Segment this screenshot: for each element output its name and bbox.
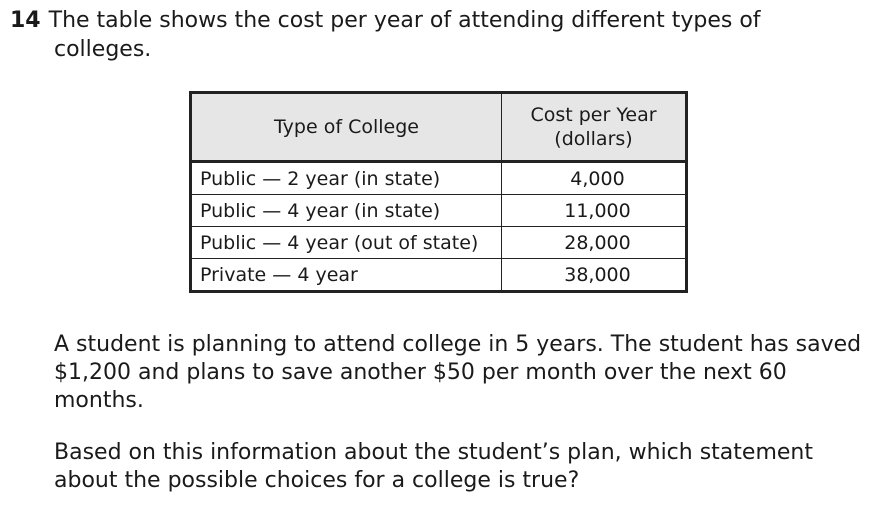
table-row [191, 227, 687, 259]
table-row [191, 195, 687, 227]
college-cost-table [189, 91, 688, 293]
table-row [191, 259, 687, 292]
table-header-row [191, 93, 687, 162]
header-type-of-college: Type of College [191, 93, 502, 162]
college-type-cell: Private — 4 year [191, 259, 502, 292]
college-type-cell: Public — 2 year (in state) [191, 162, 502, 195]
header-cost-line-2: (dollars) [554, 128, 633, 150]
cost-cell: 11,000 [502, 195, 687, 227]
question-intro-line-1: The table shows the cost per year of attending different types of [48, 8, 761, 33]
college-type-cell: Public — 4 year (out of state) [191, 227, 502, 259]
header-cost-line-1: Cost per Year [530, 104, 657, 126]
cost-cell: 4,000 [502, 162, 687, 195]
question-prompt [10, 6, 850, 64]
scenario-paragraph: A student is planning to attend college in 5 years. The student has saved $1,200 and plans to save another $50 per month over the next 60 months. [54, 332, 862, 413]
college-type-cell: Public — 4 year (in state) [191, 195, 502, 227]
table-row [191, 162, 687, 195]
question-number: 14 [10, 8, 41, 33]
question-paragraph: Based on this information about the student’s plan, which statement about the possible choices for a college is true? [54, 440, 813, 493]
cost-cell: 38,000 [502, 259, 687, 292]
question-intro-line-2: colleges. [54, 37, 152, 62]
header-cost-per-year [502, 93, 687, 162]
cost-cell: 28,000 [502, 227, 687, 259]
